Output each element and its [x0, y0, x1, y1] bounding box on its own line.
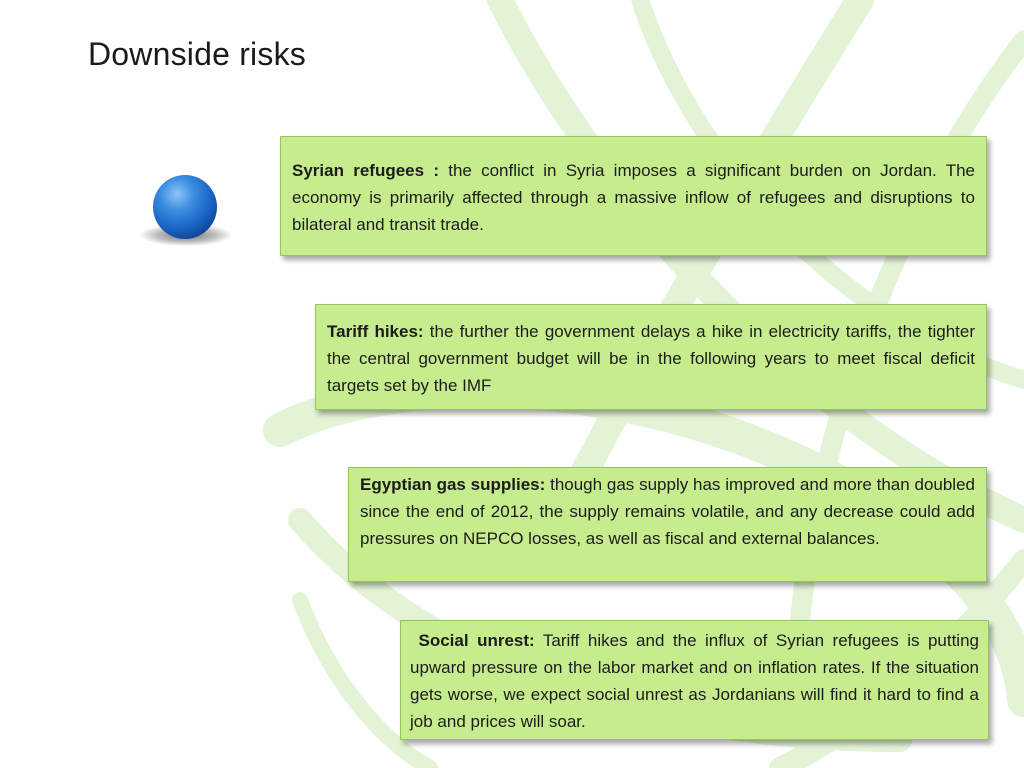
sphere [153, 175, 217, 239]
risk-label: Syrian refugees : [292, 161, 439, 180]
risk-label: Tariff hikes: [327, 322, 424, 341]
risk-box-egyptian-gas-supplies [348, 467, 987, 582]
risk-label: Social unrest: [418, 631, 535, 650]
risk-box-social-unrest [400, 620, 989, 740]
risk-text: though gas supply has improved and more than doubled since the end of 2012, the supply remains volatile, and any decrease could add pressures on NEPCO losses, as well as fiscal and external balances. [360, 475, 975, 548]
page-title: Downside risks [88, 36, 306, 72]
risk-text: the further the government delays a hike in electricity tariffs, the tighter the central government budget will be in the following years to meet fiscal deficit targets set by the IMF [327, 322, 976, 395]
risk-text: Tariff hikes and the influx of Syrian refugees is putting upward pressure on the labor market and on inflation rates. If the situation gets worse, we expect social unrest as Jordanians will find it hard to find a job and prices will soar. [410, 631, 979, 731]
risk-text: the conflict in Syria imposes a significant burden on Jordan. The economy is primarily affected through a massive inflow of refugees and disruptions to bilateral and transit trade. [292, 161, 975, 234]
risk-box-tariff-hikes [315, 304, 987, 410]
risk-box-syrian-refugees [280, 136, 987, 256]
blue-sphere-icon [140, 170, 232, 254]
risk-label: Egyptian gas supplies: [360, 475, 546, 494]
